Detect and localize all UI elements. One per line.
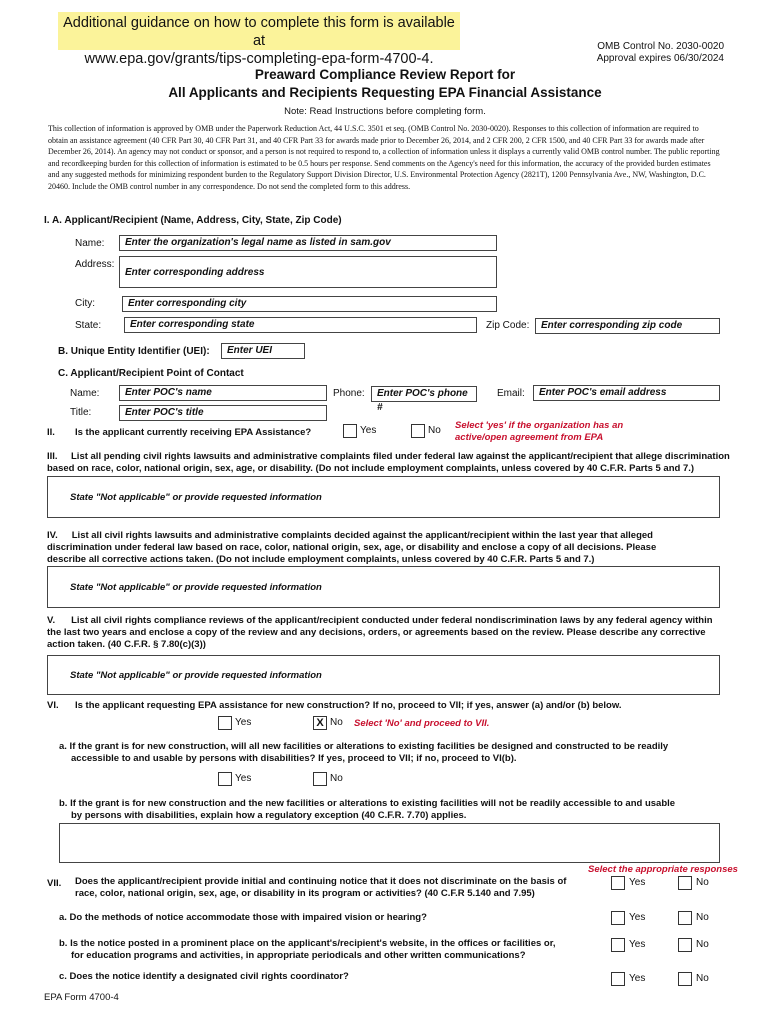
section-1a-heading: I. A. Applicant/Recipient (Name, Address, City, State, Zip Code) (44, 215, 342, 226)
section-2-no-checkbox[interactable] (411, 424, 425, 438)
section-5-question-line-3: action taken. (40 C.F.R. § 7.80(c)(3)) (47, 639, 206, 650)
section-7a-yes-label: Yes (629, 912, 646, 923)
section-7b-no-checkbox[interactable] (678, 938, 692, 952)
section-6a-no-label: No (330, 773, 343, 784)
section-6-no-checkbox[interactable]: X (313, 716, 327, 730)
section-6-yes-checkbox[interactable] (218, 716, 232, 730)
section-4-question-line-3: describe all corrective actions taken. (Do not include employment complaints, unless covered by 40 C.F.R. Parts 5 and 7.) (47, 554, 595, 565)
section-4-question (47, 530, 747, 566)
applicant-address-label: Address: (75, 259, 115, 270)
applicant-state-field[interactable]: Enter corresponding state (124, 317, 477, 333)
section-6a-question-line-2: accessible to and usable by persons with disabilities? If yes, proceed to VII; if no, proceed to VI(b). (71, 753, 517, 764)
section-5-question-line-2: the last two years and enclose a copy of the review and any decisions, orders, or agreements based on the review. Please describe any corrective (47, 627, 706, 638)
section-7b-question (59, 938, 599, 962)
applicant-name-field[interactable]: Enter the organization's legal name as listed in sam.gov (119, 235, 497, 251)
section-2-hint-line-2: active/open agreement from EPA (455, 432, 604, 443)
section-7b-yes-label: Yes (629, 939, 646, 950)
section-2-hint (455, 420, 623, 444)
section-2-yes-label: Yes (360, 425, 377, 436)
section-2-number: II. (47, 427, 55, 438)
section-7-no-label: No (696, 877, 709, 888)
section-7-yes-label: Yes (629, 877, 646, 888)
poc-email-field[interactable]: Enter POC's email address (533, 385, 720, 401)
section-6a-yes-checkbox[interactable] (218, 772, 232, 786)
section-7c-yes-checkbox[interactable] (611, 972, 625, 986)
section-4-number: IV. (47, 530, 58, 541)
section-6b-question-line-2: by persons with disabilities, explain how a regulatory exception (40 C.F.R. 7.70) applies. (71, 810, 467, 821)
burden-statement: This collection of information is approved by OMB under the Paperwork Reduction Act, 44 U.S.C. 3501 et seq. (OMB Control No. 2030-0020). Responses to this collection of information are required to obtain an assistance agreement (40 CFR Part 30, 40 CFR Part 31, and 40 CFR Part 33 for awards made prior to December 26, 2014, and 2 CFR 200, 2 CFR 1500, and 40 CFR Part 33 for awards made after December 26, 2014). An agency may not conduct or sponsor, and a person is not required to respond to, a collection of information unless it displays a currently valid OMB control number. The public reporting and recordkeeping burden for this collection of information is estimated to be 0.5 hours per response. Send comments on the Agency's need for this information, the accuracy of the provided burden estimates and any suggested methods for minimizing respondent burden to the Regulatory Support Division Director, U.S. Environmental Protection Agency (2821T), 1200 Pennsylvania Ave., NW, Washington, D.C. 20460. Include the OMB control number in any correspondence. Do not send the completed form to this address. (48, 124, 720, 191)
section-6b-response-field[interactable] (59, 823, 720, 863)
section-6-number: VI. (47, 700, 59, 711)
section-5-response-field[interactable]: State "Not applicable" or provide requested information (47, 655, 720, 695)
applicant-city-label: City: (75, 298, 95, 309)
section-5-question-line-1 (47, 615, 747, 627)
section-2-yes-checkbox[interactable] (343, 424, 357, 438)
applicant-address-field[interactable]: Enter corresponding address (119, 256, 497, 288)
guidance-banner (58, 12, 460, 67)
section-3-question (47, 451, 747, 475)
uei-label: B. Unique Entity Identifier (UEI): (58, 346, 210, 357)
section-4-question-line-2: discrimination under federal law based on race, color, national origin, sex, age, or disability and enclose a copy of all decisions. Please (47, 542, 657, 553)
section-3-response-field[interactable]: State "Not applicable" or provide requested information (47, 476, 720, 518)
section-7a-no-checkbox[interactable] (678, 911, 692, 925)
section-7b-yes-checkbox[interactable] (611, 938, 625, 952)
section-6-yes-label: Yes (235, 717, 252, 728)
section-4-line-1-text: List all civil rights lawsuits and administrative complaints decided against the applicant/recipient within the last year that alleged (71, 530, 653, 541)
instructions-note: Note: Read Instructions before completing form. (284, 106, 486, 117)
section-4-question-line-1 (47, 530, 747, 542)
poc-name-field[interactable]: Enter POC's name (119, 385, 327, 401)
section-7c-yes-label: Yes (629, 973, 646, 984)
section-6a-question (59, 741, 749, 765)
section-3-number: III. (47, 451, 58, 462)
section-7-no-checkbox[interactable] (678, 876, 692, 890)
poc-email-label: Email: (497, 388, 525, 399)
section-7c-no-label: No (696, 973, 709, 984)
form-number: EPA Form 4700-4 (44, 992, 119, 1003)
poc-title-field[interactable]: Enter POC's title (119, 405, 327, 421)
omb-control-number: OMB Control No. 2030-0020 (597, 41, 724, 52)
section-3-question-line-1: List all pending civil rights lawsuits and administrative complaints filed under federal law against the applicant/recipient that allege discrimination (71, 451, 730, 462)
section-6a-no-checkbox[interactable] (313, 772, 327, 786)
guidance-link[interactable]: www.epa.gov/grants/tips-completing-epa-form-4700-4. (84, 51, 434, 67)
section-5-question (47, 615, 747, 651)
poc-title-label: Title: (70, 407, 92, 418)
section-3-question-line-2: based on race, color, national origin, sex, age, or disability. (Do not include employment complaints, unless covered by 40 C.F.R. Parts 5 and 7.) (47, 463, 695, 474)
section-6a-question-line-1: a. If the grant is for new construction, will all new facilities or alterations to existing facilities be designed and constructed to be readily (59, 741, 669, 752)
section-7c-question: c. Does the notice identify a designated civil rights coordinator? (59, 971, 349, 982)
form-title-line-2: All Applicants and Recipients Requesting EPA Financial Assistance (168, 85, 602, 100)
section-6-hint: Select 'No' and proceed to VII. (354, 718, 490, 729)
form-title-line-1: Preaward Compliance Review Report for (254, 67, 516, 82)
section-5-number: V. (47, 615, 56, 626)
section-5-line-1-text: List all civil rights compliance reviews of the applicant/recipient conducted under federal nondiscrimination laws by any federal agency within (71, 615, 713, 626)
section-6b-question (59, 798, 749, 822)
section-7-hint: Select the appropriate responses (588, 864, 738, 875)
omb-info (597, 41, 724, 65)
section-2-no-label: No (428, 425, 441, 436)
poc-phone-label: Phone: (333, 388, 365, 399)
poc-phone-field[interactable]: Enter POC's phone # (371, 386, 477, 402)
uei-field[interactable]: Enter UEI (221, 343, 305, 359)
section-7b-question-line-2: for education programs and activities, in appropriate periodicals and other written communications? (71, 950, 526, 961)
poc-name-label: Name: (70, 388, 100, 399)
section-6-question: Is the applicant requesting EPA assistance for new construction? If no, proceed to VII; if yes, answer (a) and/or (b) below. (75, 700, 622, 711)
section-7-question (75, 876, 595, 900)
approval-expires: Approval expires 06/30/2024 (596, 53, 724, 64)
section-7-question-line-1: Does the applicant/recipient provide initial and continuing notice that it does not discriminate on the basis of (75, 876, 567, 887)
section-7b-no-label: No (696, 939, 709, 950)
applicant-state-label: State: (75, 320, 102, 331)
poc-heading: C. Applicant/Recipient Point of Contact (58, 368, 244, 379)
section-4-response-field[interactable]: State "Not applicable" or provide requested information (47, 566, 720, 608)
section-6b-question-line-1: b. If the grant is for new construction and the new facilities or alterations to existing facilities will not be readily accessible to and usable (59, 798, 676, 809)
section-7-yes-checkbox[interactable] (611, 876, 625, 890)
section-2-question: Is the applicant currently receiving EPA Assistance? (75, 427, 312, 438)
section-7a-no-label: No (696, 912, 709, 923)
section-7b-question-line-1: b. Is the notice posted in a prominent place on the applicant's/recipient's website, in the offices or facilities or, (59, 938, 556, 949)
applicant-name-label: Name: (75, 238, 105, 249)
section-7a-yes-checkbox[interactable] (611, 911, 625, 925)
section-7-question-line-2: race, color, national origin, sex, age, or disability in its program or activities? (40 C.F.R 5.140 and 7.95) (75, 888, 535, 899)
guidance-line-1: Additional guidance on how to complete this form is available at (63, 15, 455, 49)
section-7a-question: a. Do the methods of notice accommodate those with impaired vision or hearing? (59, 912, 427, 923)
section-7-number: VII. (47, 878, 62, 889)
section-2-hint-line-1: Select 'yes' if the organization has an (455, 420, 624, 431)
zip-code-label: Zip Code: (486, 320, 530, 331)
section-7c-no-checkbox[interactable] (678, 972, 692, 986)
section-6a-yes-label: Yes (235, 773, 252, 784)
applicant-city-field[interactable]: Enter corresponding city (122, 296, 497, 312)
section-6-no-label: No (330, 717, 343, 728)
zip-code-field[interactable]: Enter corresponding zip code (535, 318, 720, 334)
